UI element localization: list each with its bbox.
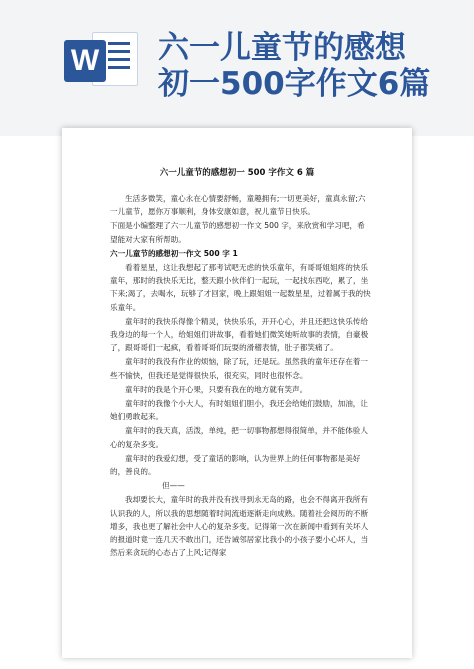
body-paragraph: 童年时的我快乐得像个精灵，快快乐乐，开开心心，并且还把这快乐传给我身边的每一个人，给姐姐们讲故事，看着她们微笑她听故事的表情，自豪极了，跟哥哥们一起疯，看着哥哥们玩耍的滑稽表情，肚子都笑痛了。 [110,316,369,353]
intro-paragraph: 下面是小编整理了六一儿童节的感想初一作文 500 字，来欣赏和学习吧，希望能对大家有所帮助。 [110,221,365,244]
body-paragraph: 童年时的我天真，活泼，单纯，把一切事物都想得很简单，并不能体验人心的复杂多变。 [110,426,368,449]
banner-title-line1: 六一儿童节的感想 [158,30,406,66]
document-page[interactable] [62,128,412,658]
document-title: 六一儿童节的感想初一 500 字作文 6 篇 [159,168,315,178]
word-logo-icon: W [64,40,106,82]
closing-paragraph: 我却要长大，童年时的我并没有找寻到永无岛的路，也会不得离开我所有认识我的人，所以我的思想随着时间流逝逐渐走向成熟。随着社会阅历的不断增多，我也更了解社会中人心的复杂多变。记得第一次在新闻中看到有关坏人的报道时竟一连几天不敢出门，还告诫邻居家比我小的小孩子要小心坏人，当然后来贪玩的心态占了上风;记得家 [110,495,369,558]
banner-title [158,30,458,102]
body-paragraph: 童年时的我没有作业的烦恼，除了玩，还是玩。虽然我的童年还存在着一些不愉快，但我还是觉得很快乐，很充实，同时也很怀念。 [110,357,368,380]
body-paragraph: 童年时的我像个小大人，有时姐姐们胆小，我还会给她们鼓励，加油，让她们勇敢起来。 [110,399,368,422]
banner-title-line2: 初一500字作文6篇 [158,66,431,102]
intro-paragraph: 生活多微笑，童心永在心情要舒畅，童趣拥有;一切更美好，童真永留;六一儿童节，愿你万事顺利，身体安康如意，祝儿童节日快乐。 [110,194,366,217]
doc-line-icon [108,50,130,53]
header-banner [0,0,474,136]
doc-line-icon [108,42,130,45]
body-paragraph: 童年时的我爱幻想，受了童话的影响，认为世界上的任何事物都是美好的，善良的。 [110,453,361,477]
doc-line-icon [108,66,130,69]
document-body [110,192,372,560]
body-paragraph: 看着星星，这让我想起了那考试吧无虑的快乐童年，有哥哥姐姐疼的快乐童年，那时的我快乐无比，整天跟小伙伴们一起玩，一起找东西吃，累了，坐下来;渴了，去喝水，玩够了才回家，晚上跟姐姐一起数星星，过着属于我的快乐童年。 [110,263,371,312]
body-paragraph: 童年时的我是个开心果，只要有我在的地方就有笑声。 [125,384,308,394]
short-line: 但—— [162,481,185,491]
doc-line-icon [108,58,130,61]
section-heading: 六一儿童节的感想初一作文 500 字 1 [110,248,238,258]
